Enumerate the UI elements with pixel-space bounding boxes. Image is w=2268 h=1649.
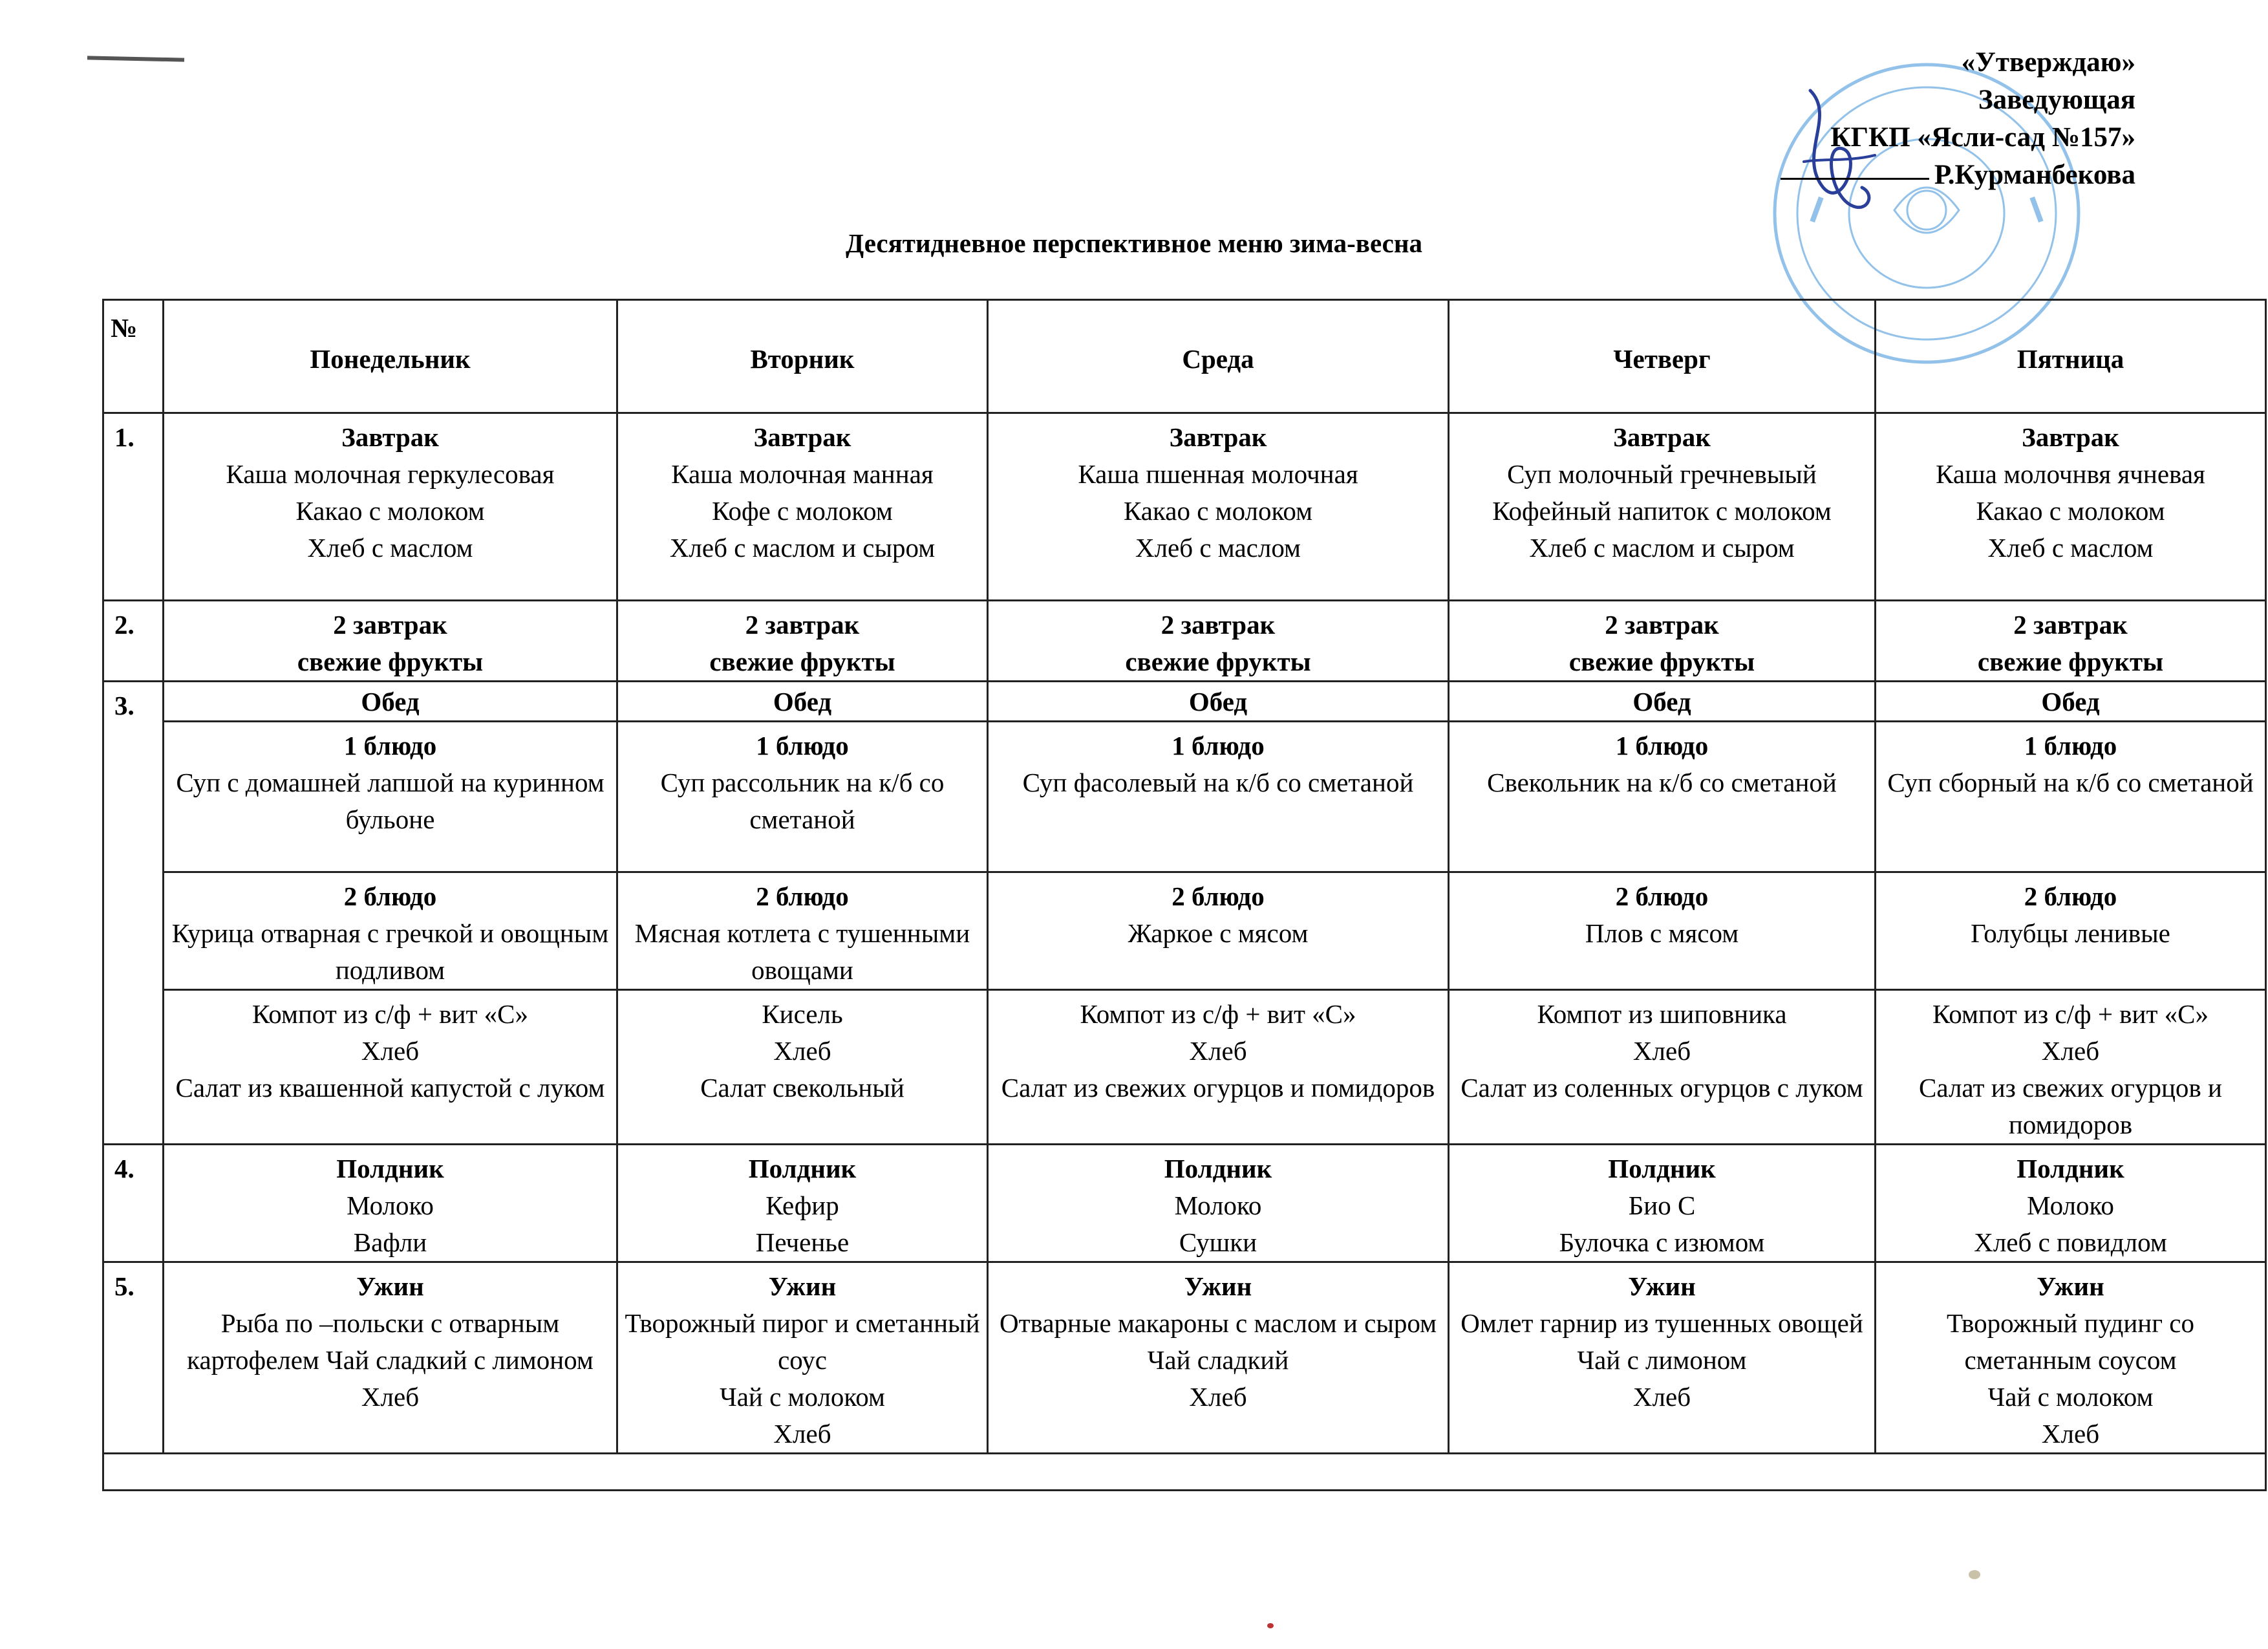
- signatory-name: Р.Курманбекова: [1934, 160, 2135, 190]
- header-day: Вторник: [617, 300, 988, 413]
- menu-cell: [988, 872, 1449, 990]
- menu-cell: [617, 990, 988, 1145]
- menu-item: Сушки: [1179, 1227, 1257, 1257]
- menu-cell: [164, 601, 617, 682]
- menu-item: Хлеб с маслом: [1987, 533, 2154, 563]
- meal-title: Завтрак: [753, 422, 851, 452]
- menu-item: Каша молочная манная: [671, 459, 934, 489]
- menu-item: Творожный пудинг со сметанным соусом: [1947, 1308, 2194, 1375]
- menu-cell: [988, 1145, 1449, 1262]
- approval-organization: КГКП «Ясли-сад №157»: [1830, 122, 2135, 153]
- menu-item: Суп сборный на к/б со сметаной: [1887, 768, 2254, 797]
- menu-item: Хлеб: [773, 1419, 831, 1449]
- menu-cell: [988, 601, 1449, 682]
- meal-title: Полдник: [748, 1154, 857, 1183]
- row-number: 1.: [103, 413, 164, 601]
- menu-item: Отварные макароны с маслом и сыром: [999, 1308, 1437, 1338]
- menu-cell: [1876, 722, 2266, 872]
- menu-cell: [1449, 872, 1876, 990]
- table-row: [103, 1262, 2266, 1454]
- meal-title: 2 завтрак: [333, 610, 447, 640]
- meal-title: Ужин: [1628, 1271, 1696, 1301]
- row-number: 4.: [103, 1145, 164, 1262]
- course-title: 2 блюдо: [2024, 881, 2117, 911]
- course-title: 1 блюдо: [1615, 731, 1709, 760]
- menu-item: Вафли: [353, 1227, 427, 1257]
- menu-item: Салат свекольный: [700, 1073, 904, 1103]
- menu-item: Салат из квашенной капустой с луком: [175, 1073, 605, 1103]
- course-title: 1 блюдо: [756, 731, 849, 760]
- header-number: №: [103, 300, 164, 413]
- row-number: 3.: [103, 682, 164, 1145]
- signature-line: [1781, 178, 1929, 180]
- menu-item: Какао с молоком: [1976, 496, 2165, 526]
- meal-title: Завтрак: [1613, 422, 1711, 452]
- table-row: [103, 990, 2266, 1145]
- menu-cell: [164, 722, 617, 872]
- menu-cell: [617, 413, 988, 601]
- menu-item: Хлеб с маслом и сыром: [1529, 533, 1795, 563]
- course-title: 1 блюдо: [2024, 731, 2117, 760]
- course-title: 2 блюдо: [1171, 881, 1265, 911]
- menu-item: Суп молочный гречневыый: [1507, 459, 1817, 489]
- approval-block: [1781, 44, 2135, 194]
- header-day: Пятница: [1876, 300, 2266, 413]
- table-row: [103, 413, 2266, 601]
- menu-item: Курица отварная с гречкой и овощным подливом: [171, 918, 609, 985]
- menu-item: свежие фрукты: [297, 647, 484, 676]
- menu-item: свежие фрукты: [709, 647, 895, 676]
- course-title: 1 блюдо: [343, 731, 437, 760]
- menu-item: Компот из с/ф + вит «С»: [1932, 999, 2209, 1029]
- menu-item: Какао с молоком: [295, 496, 485, 526]
- menu-cell: [1449, 722, 1876, 872]
- meal-title: Обед: [617, 682, 988, 722]
- menu-item: свежие фрукты: [1125, 647, 1311, 676]
- menu-item: Хлеб с маслом: [307, 533, 473, 563]
- menu-item: Суп рассольник на к/б со сметаной: [660, 768, 945, 834]
- menu-item: Хлеб: [2041, 1419, 2100, 1449]
- table-row: [103, 872, 2266, 990]
- course-title: 2 блюдо: [1615, 881, 1709, 911]
- menu-cell: [164, 413, 617, 601]
- header-day: Среда: [988, 300, 1449, 413]
- menu-item: Компот из шиповника: [1537, 999, 1787, 1029]
- menu-item: Хлеб с маслом: [1135, 533, 1301, 563]
- meal-title: Обед: [1449, 682, 1876, 722]
- menu-item: Хлеб: [361, 1382, 420, 1412]
- menu-cell: [1449, 413, 1876, 601]
- row-number: 5.: [103, 1262, 164, 1454]
- menu-item: Омлет гарнир из тушенных овощей: [1460, 1308, 1863, 1338]
- menu-item: Кисель: [762, 999, 843, 1029]
- course-title: 1 блюдо: [1171, 731, 1265, 760]
- menu-cell: [164, 1145, 617, 1262]
- table-row: [103, 601, 2266, 682]
- header-day: Четверг: [1449, 300, 1876, 413]
- menu-item: Суп фасолевый на к/б со сметаной: [1022, 768, 1414, 797]
- menu-cell: [1876, 1262, 2266, 1454]
- scan-dot: [1969, 1570, 1980, 1579]
- menu-item: Плов с мясом: [1585, 918, 1739, 948]
- scan-mark: [87, 56, 184, 61]
- menu-cell: [1449, 601, 1876, 682]
- meal-title: Полдник: [2017, 1154, 2124, 1183]
- meal-title: Обед: [164, 682, 617, 722]
- menu-cell: [1449, 1262, 1876, 1454]
- menu-cell: [988, 413, 1449, 601]
- menu-item: Компот из с/ф + вит «С»: [1080, 999, 1356, 1029]
- menu-item: Хлеб: [1189, 1382, 1247, 1412]
- menu-item: Хлеб с повидлом: [1974, 1227, 2167, 1257]
- meal-title: 2 завтрак: [2013, 610, 2128, 640]
- menu-item: Голубцы ленивые: [1971, 918, 2170, 948]
- menu-item: Био С: [1628, 1191, 1696, 1220]
- approval-signatory: [1781, 156, 2135, 194]
- menu-item: Чай с лимоном: [1577, 1345, 1747, 1375]
- header-row: [103, 300, 2266, 413]
- menu-cell: [1876, 990, 2266, 1145]
- menu-item: Рыба по –польски с отварным картофелем Чай сладкий с лимоном: [187, 1308, 594, 1375]
- menu-cell: [1876, 413, 2266, 601]
- header-day: Понедельник: [164, 300, 617, 413]
- course-title: 2 блюдо: [343, 881, 437, 911]
- meal-title: Ужин: [356, 1271, 424, 1301]
- menu-item: Хлеб: [773, 1036, 831, 1066]
- meal-title: Завтрак: [2022, 422, 2119, 452]
- menu-item: Чай сладкий: [1147, 1345, 1289, 1375]
- menu-item: Хлеб: [1632, 1036, 1691, 1066]
- meal-title: Полдник: [336, 1154, 444, 1183]
- menu-table: [102, 299, 2267, 1491]
- menu-item: Хлеб с маслом и сыром: [669, 533, 936, 563]
- menu-cell: [617, 872, 988, 990]
- menu-cell: [617, 601, 988, 682]
- menu-item: Молоко: [1174, 1191, 1262, 1220]
- menu-cell: [988, 1262, 1449, 1454]
- approval-position: Заведующая: [1978, 85, 2135, 115]
- menu-item: свежие фрукты: [1977, 647, 2164, 676]
- menu-item: Салат из соленных огурцов с луком: [1460, 1073, 1863, 1103]
- menu-item: свежие фрукты: [1568, 647, 1755, 676]
- menu-cell: [164, 872, 617, 990]
- meal-title: Завтрак: [1169, 422, 1267, 452]
- menu-item: Каша пшенная молочная: [1078, 459, 1358, 489]
- meal-title: 2 завтрак: [1605, 610, 1719, 640]
- meal-title: 2 завтрак: [745, 610, 860, 640]
- menu-item: Булочка с изюмом: [1559, 1227, 1765, 1257]
- menu-item: Мясная котлета с тушенными овощами: [634, 918, 970, 985]
- menu-item: Хлеб: [1189, 1036, 1247, 1066]
- meal-title: Завтрак: [341, 422, 439, 452]
- menu-item: Чай с молоком: [1987, 1382, 2154, 1412]
- scan-dot: [1267, 1623, 1274, 1628]
- menu-item: Хлеб: [2041, 1036, 2100, 1066]
- menu-item: Кофейный напиток с молоком: [1492, 496, 1832, 526]
- menu-item: Кофе с молоком: [712, 496, 893, 526]
- table-row: [103, 682, 2266, 722]
- menu-cell: [1876, 872, 2266, 990]
- menu-item: Кефир: [765, 1191, 839, 1220]
- meal-title: 2 завтрак: [1161, 610, 1276, 640]
- document-title: Десятидневное перспективное меню зима-весна: [846, 228, 1422, 258]
- row-number: 2.: [103, 601, 164, 682]
- menu-item: Молоко: [347, 1191, 434, 1220]
- menu-cell: [164, 1262, 617, 1454]
- table-row: [103, 1145, 2266, 1262]
- menu-item: Салат из свежих огурцов и помидоров: [1001, 1073, 1435, 1103]
- menu-item: Каша молочная геркулесовая: [226, 459, 555, 489]
- menu-item: Печенье: [755, 1227, 850, 1257]
- meal-title: Полдник: [1608, 1154, 1716, 1183]
- meal-title: Ужин: [768, 1271, 837, 1301]
- menu-item: Чай с молоком: [720, 1382, 885, 1412]
- meal-title: Обед: [1876, 682, 2266, 722]
- empty-cell: [103, 1454, 2266, 1491]
- menu-item: Жаркое с мясом: [1128, 918, 1309, 948]
- menu-cell: [164, 990, 617, 1145]
- table-row: [103, 722, 2266, 872]
- menu-cell: [617, 722, 988, 872]
- menu-cell: [1449, 990, 1876, 1145]
- menu-item: Хлеб: [361, 1036, 420, 1066]
- meal-title: Обед: [988, 682, 1449, 722]
- menu-cell: [988, 722, 1449, 872]
- menu-item: Какао с молоком: [1123, 496, 1313, 526]
- menu-cell: [988, 990, 1449, 1145]
- table-row-empty: [103, 1454, 2266, 1491]
- menu-item: Хлеб: [1632, 1382, 1691, 1412]
- menu-item: Молоко: [2027, 1191, 2114, 1220]
- course-title: 2 блюдо: [756, 881, 849, 911]
- menu-item: Компот из с/ф + вит «С»: [251, 999, 529, 1029]
- meal-title: Ужин: [2037, 1271, 2104, 1301]
- menu-item: Каша молочнвя ячневая: [1936, 459, 2205, 489]
- menu-cell: [1876, 1145, 2266, 1262]
- meal-title: Ужин: [1184, 1271, 1252, 1301]
- approval-heading: «Утверждаю»: [1961, 47, 2135, 78]
- meal-title: Полдник: [1164, 1154, 1272, 1183]
- menu-item: Салат из свежих огурцов и помидоров: [1919, 1073, 2222, 1139]
- menu-item: Суп с домашней лапшой на куринном бульоне: [176, 768, 604, 834]
- menu-cell: [617, 1145, 988, 1262]
- menu-item: Творожный пирог и сметанный соус: [625, 1308, 980, 1375]
- menu-cell: [1449, 1145, 1876, 1262]
- menu-cell: [617, 1262, 988, 1454]
- menu-cell: [1876, 601, 2266, 682]
- menu-item: Свекольник на к/б со сметаной: [1487, 768, 1837, 797]
